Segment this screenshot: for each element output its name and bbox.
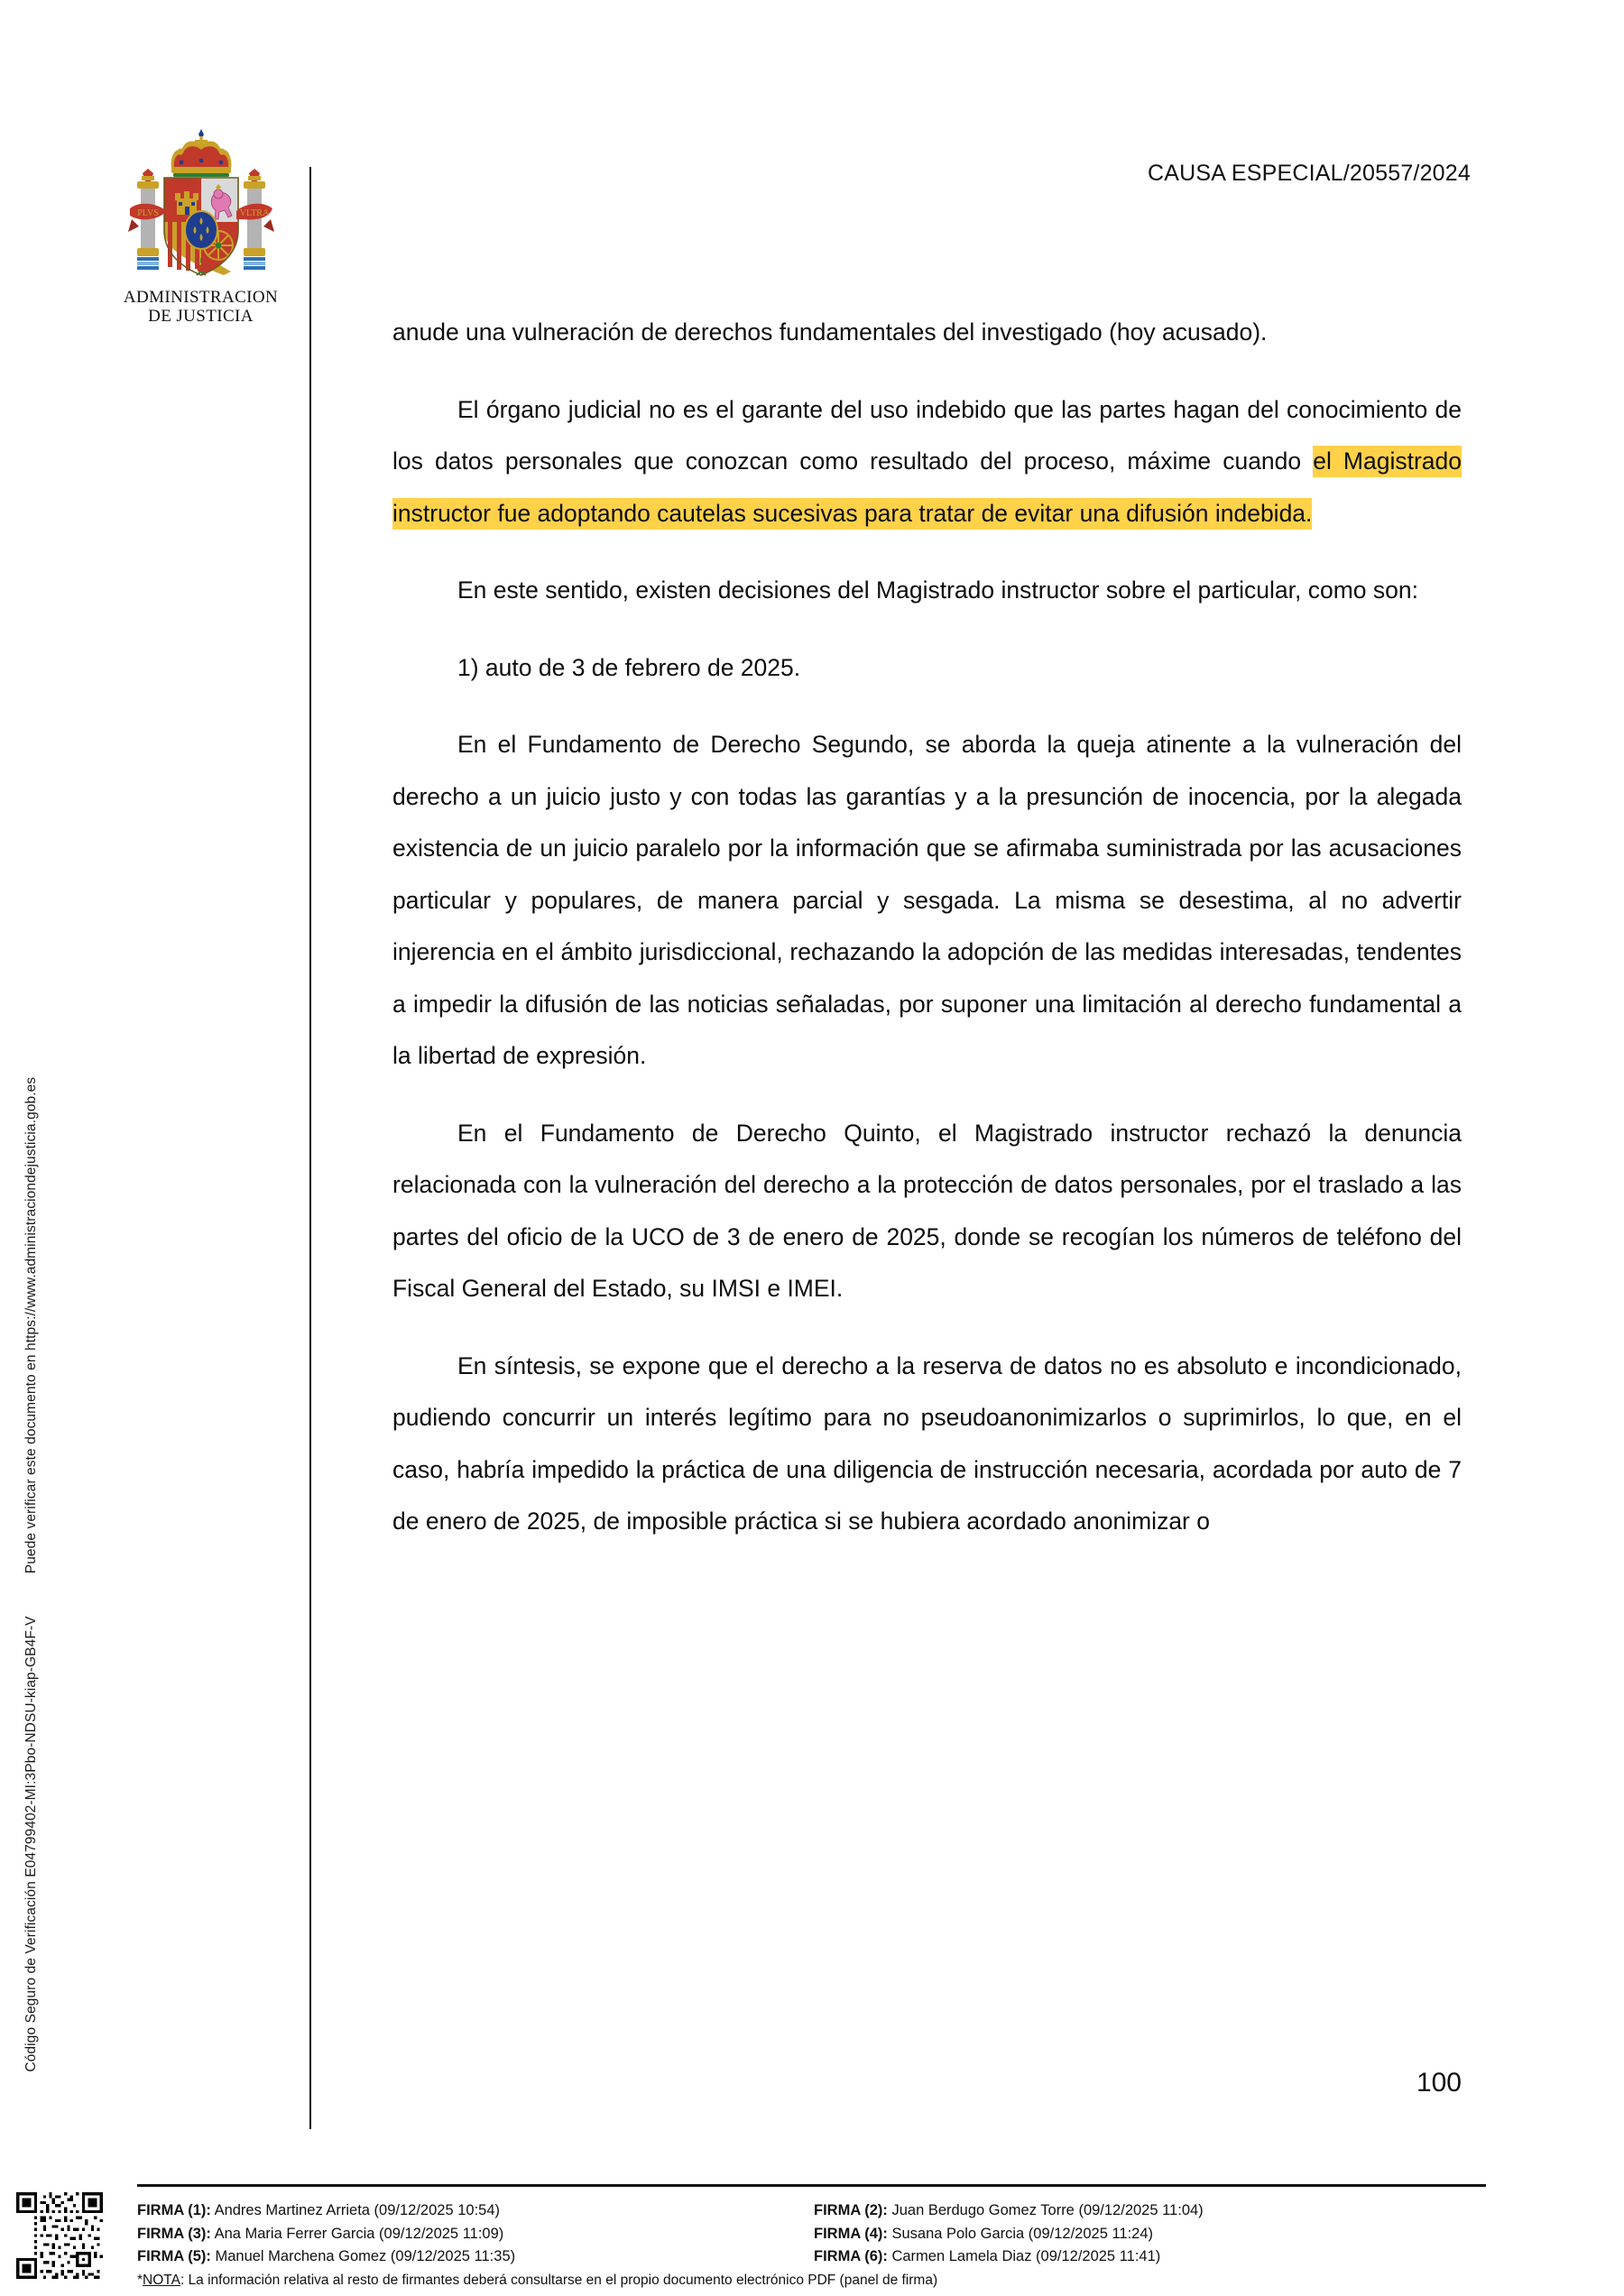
emblem-caption-line2: DE JUSTICIA bbox=[148, 307, 254, 327]
qr-code-icon bbox=[16, 2192, 103, 2279]
secure-verification-code-text: Código Seguro de Verificación E04799402-MI:3Pbo-NDSU-kiap-GB4F-V bbox=[23, 1616, 39, 2072]
signature-value-4: Susana Polo Garcia (09/12/2025 11:24) bbox=[891, 2225, 1154, 2242]
signature-value-5: Manuel Marchena Gomez (09/12/2025 11:35) bbox=[215, 2248, 516, 2264]
signature-label-1: FIRMA (1): bbox=[137, 2202, 211, 2218]
footer-note-keyword: NOTA bbox=[143, 2272, 180, 2288]
paragraph-continuation: anude una vulneración de derechos fundamentales del investigado (hoy acusado). bbox=[392, 318, 1268, 346]
signature-label-2: FIRMA (2): bbox=[814, 2202, 888, 2218]
institution-emblem bbox=[90, 122, 311, 327]
signature-value-6: Carmen Lamela Diaz (09/12/2025 11:41) bbox=[891, 2248, 1161, 2264]
footer-separator-line bbox=[137, 2184, 1486, 2187]
footer-note-text: : La información relativa al resto de firmantes deberá consultarse en el propio documento electrónico PDF (panel de firma) bbox=[180, 2272, 938, 2288]
signature-item-4 bbox=[814, 2223, 1490, 2246]
verification-url-text: Puede verificar este documento en https://www.administraciondejusticia.gob.es bbox=[23, 1076, 39, 1574]
footer-note-star: * bbox=[137, 2272, 143, 2288]
signature-item-3 bbox=[137, 2223, 814, 2246]
signature-row bbox=[137, 2245, 1490, 2269]
paragraph-organo-judicial-text: El órgano judicial no es el garante del uso indebido que las partes hagan del conocimiento de los datos personales que conozcan como resultado del proceso, máxime cuando bbox=[392, 395, 1462, 475]
svg-text:PLVS: PLVS bbox=[136, 208, 159, 218]
signature-label-6: FIRMA (6): bbox=[814, 2248, 888, 2264]
signature-item-6 bbox=[814, 2245, 1490, 2269]
signature-value-1: Andres Martinez Arrieta (09/12/2025 10:54) bbox=[214, 2202, 500, 2218]
paragraph-en-este-sentido: En este sentido, existen decisiones del Magistrado instructor sobre el particular, como son: bbox=[457, 576, 1418, 604]
svg-text:VLTRA: VLTRA bbox=[239, 208, 269, 218]
signature-label-5: FIRMA (5): bbox=[137, 2248, 211, 2264]
signature-row bbox=[137, 2199, 1490, 2223]
document-body bbox=[392, 307, 1462, 1548]
spanish-coat-of-arms-icon bbox=[125, 122, 278, 284]
signature-value-2: Juan Berdugo Gomez Torre (09/12/2025 11:04) bbox=[891, 2202, 1204, 2218]
left-margin-strip bbox=[0, 0, 63, 2147]
signature-label-3: FIRMA (3): bbox=[137, 2225, 211, 2242]
paragraph-en-sintesis: En síntesis, se expone que el derecho a la reserva de datos no es absoluto e incondicionado, pudiendo concurrir un interés legítimo para no pseudoanonimizarlos o suprimirlos, lo que, en el caso, habría impedido la práctica de una diligencia de instrucción necesaria, acordada por auto de 7 de enero de 2025, de imposible práctica si se hubiera acordado anonimizar o bbox=[392, 1351, 1462, 1535]
document-header-case-reference: CAUSA ESPECIAL/20557/2024 bbox=[1147, 161, 1471, 186]
signature-label-4: FIRMA (4): bbox=[814, 2225, 888, 2242]
highlighted-text-cautelas: el Magistrado instructor fue adoptando cautelas sucesivas para tratar de evitar una difusión indebida. bbox=[392, 446, 1462, 530]
signature-item-5 bbox=[137, 2245, 814, 2269]
paragraph-fundamento-quinto: En el Fundamento de Derecho Quinto, el Magistrado instructor rechazó la denuncia relacionada con la vulneración del derecho a la protección de datos personales, por el traslado a las partes del oficio de la UCO de 3 de enero de 2025, donde se recogían los números de teléfono del Fiscal General del Estado, su IMSI e IMEI. bbox=[392, 1119, 1462, 1302]
paragraph-organo-judicial bbox=[392, 384, 1462, 540]
signature-row bbox=[137, 2223, 1490, 2246]
signature-value-3: Ana Maria Ferrer Garcia (09/12/2025 11:09) bbox=[214, 2225, 504, 2242]
signature-item-2 bbox=[814, 2199, 1490, 2223]
signature-item-1 bbox=[137, 2199, 814, 2223]
signature-footer bbox=[137, 2199, 1490, 2291]
page-number: 100 bbox=[1416, 2068, 1462, 2098]
paragraph-fundamento-segundo: En el Fundamento de Derecho Segundo, se aborda la queja atinente a la vulneración del derecho a un juicio justo y con todas las garantías y a la presunción de inocencia, por la alegada existencia de un juicio paralelo por la información que se afirmaba suministrada por las acusaciones particular y populares, de manera parcial y sesgada. La misma se desestima, al no advertir injerencia en el ámbito jurisdiccional, rechazando la adopción de las medidas interesadas, tendentes a impedir la difusión de las noticias señaladas, por suponer una limitación al derecho fundamental a la libertad de expresión. bbox=[392, 731, 1462, 1069]
margin-divider-line bbox=[309, 167, 311, 2129]
emblem-caption-line1: ADMINISTRACION bbox=[123, 288, 279, 307]
emblem-caption bbox=[90, 288, 311, 327]
footer-note bbox=[137, 2271, 1490, 2291]
list-item-auto-3-febrero: 1) auto de 3 de febrero de 2025. bbox=[457, 653, 801, 681]
